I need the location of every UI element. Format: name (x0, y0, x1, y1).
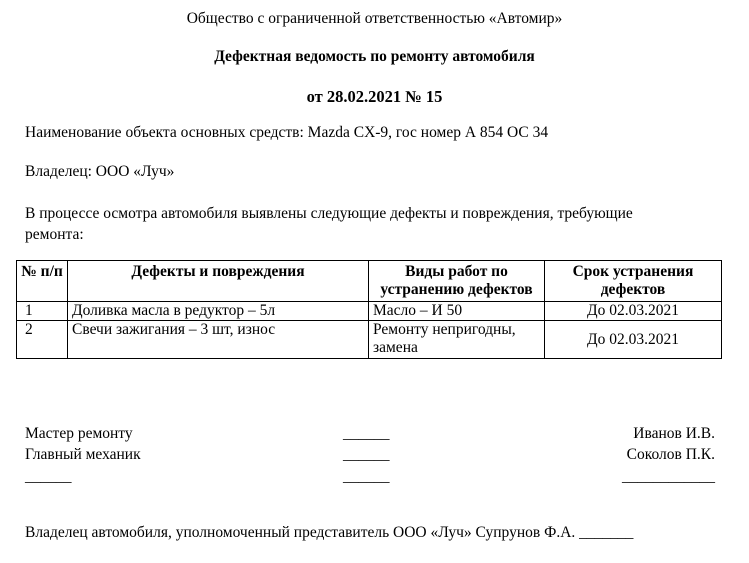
document-date-number: от 28.02.2021 № 15 (306, 87, 443, 106)
row-defect: Свечи зажигания – 3 шт, износ (68, 321, 369, 359)
asset-name-line: Наименование объекта основных средств: Mazda CX-9, гос номер А 854 ОС 34 (25, 124, 549, 141)
owner-signature-line: Владелец автомобиля, уполномоченный представитель ООО «Луч» Супрунов Ф.А. _______ (25, 524, 634, 541)
row-num: 1 (17, 302, 68, 321)
signature-role: Главный механик (25, 446, 141, 463)
signature-row-master (25, 425, 715, 445)
defects-table (16, 260, 722, 359)
table-row (17, 302, 722, 321)
row-term: До 02.03.2021 (545, 321, 722, 359)
row-num: 2 (17, 321, 68, 359)
signature-line: ______ (343, 425, 390, 442)
header-term: Срок устранения дефектов (545, 261, 722, 302)
owner-line: Владелец: ООО «Луч» (25, 163, 175, 180)
signature-line: ______ (343, 468, 390, 485)
table-header-row (17, 261, 722, 302)
signature-row-mechanic (25, 446, 715, 466)
signature-name: Соколов П.К. (626, 446, 715, 463)
document-title: Дефектная ведомость по ремонту автомобиля (214, 48, 535, 65)
signature-row-blank (25, 468, 715, 488)
inspection-text: В процессе осмотра автомобиля выявлены следующие дефекты и повреждения, требующие ремонта: (25, 205, 633, 243)
header-defects: Дефекты и повреждения (68, 261, 369, 302)
organization-name: Общество с ограниченной ответственностью «Автомир» (186, 10, 563, 27)
header-works: Виды работ по устранению дефектов (369, 261, 545, 302)
row-term: До 02.03.2021 (545, 302, 722, 321)
row-defect: Доливка масла в редуктор – 5л (68, 302, 369, 321)
signature-name: ____________ (622, 468, 715, 485)
signature-role: Мастер ремонту (25, 425, 133, 442)
table-row (17, 321, 722, 359)
signature-line: ______ (343, 446, 390, 463)
row-work: Масло – И 50 (369, 302, 545, 321)
row-work: Ремонту непригодны, замена (369, 321, 545, 359)
signature-name: Иванов И.В. (633, 425, 715, 442)
signature-role: ______ (25, 468, 72, 485)
header-num: № п/п (17, 261, 68, 302)
